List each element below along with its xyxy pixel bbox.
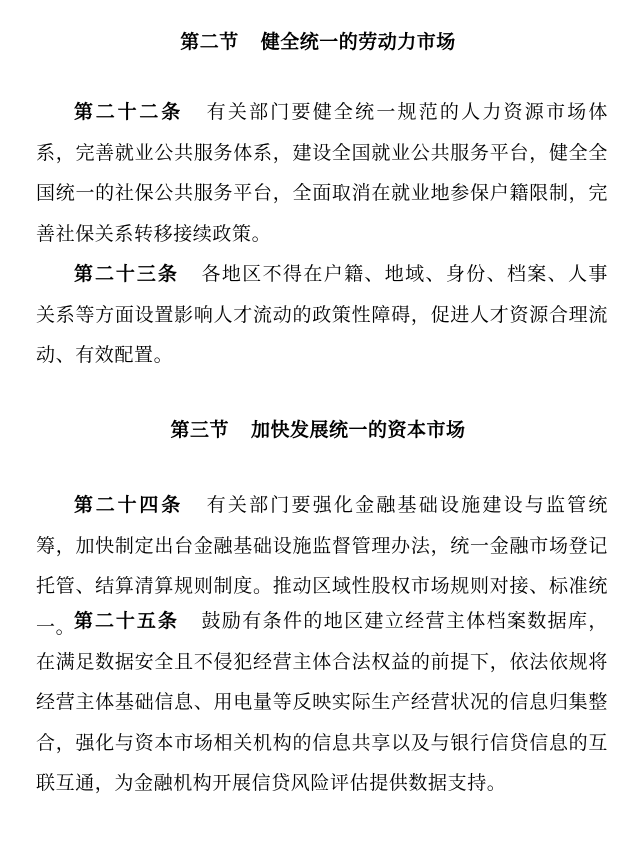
article-text: 有关部门要强化金融基础设施建设与监管统筹，加快制定出台金融基础设施监督管理办法，统一金融市场登记托管、结算清算规则制度。推动区域性股权市场规则对接、标准统一。: [36, 494, 608, 638]
article-label: 第二十二条: [74, 101, 184, 123]
section-title: 健全统一的劳动力市场: [260, 31, 456, 53]
article-23: [36, 254, 608, 376]
section-number: 第二节: [180, 31, 239, 53]
article-label: 第二十五条: [74, 610, 179, 632]
article-22: [36, 92, 608, 254]
article-label: 第二十三条: [74, 263, 179, 285]
article-label: 第二十四条: [74, 494, 184, 516]
article-25: [36, 601, 608, 804]
section-heading-3: [0, 418, 636, 442]
article-text: 各地区不得在户籍、地域、身份、档案、人事关系等方面设置影响人才流动的政策性障碍，促进人才资源合理流动、有效配置。: [36, 263, 608, 366]
section-title: 加快发展统一的资本市场: [251, 419, 466, 441]
section-number: 第三节: [170, 419, 229, 441]
section-heading-2: [0, 30, 636, 54]
article-text: 鼓励有条件的地区建立经营主体档案数据库，在满足数据安全且不侵犯经营主体合法权益的前提下，依法依规将经营主体基础信息、用电量等反映实际生产经营状况的信息归集整合，强化与资本市场相关机构的信息共享以及与银行信贷信息的互联互通，为金融机构开展信贷风险评估提供数据支持。: [36, 610, 608, 794]
article-text: 有关部门要健全统一规范的人力资源市场体系，完善就业公共服务体系，建设全国就业公共服务平台，健全全国统一的社保公共服务平台，全面取消在就业地参保户籍限制，完善社保关系转移接续政策。: [36, 101, 608, 245]
